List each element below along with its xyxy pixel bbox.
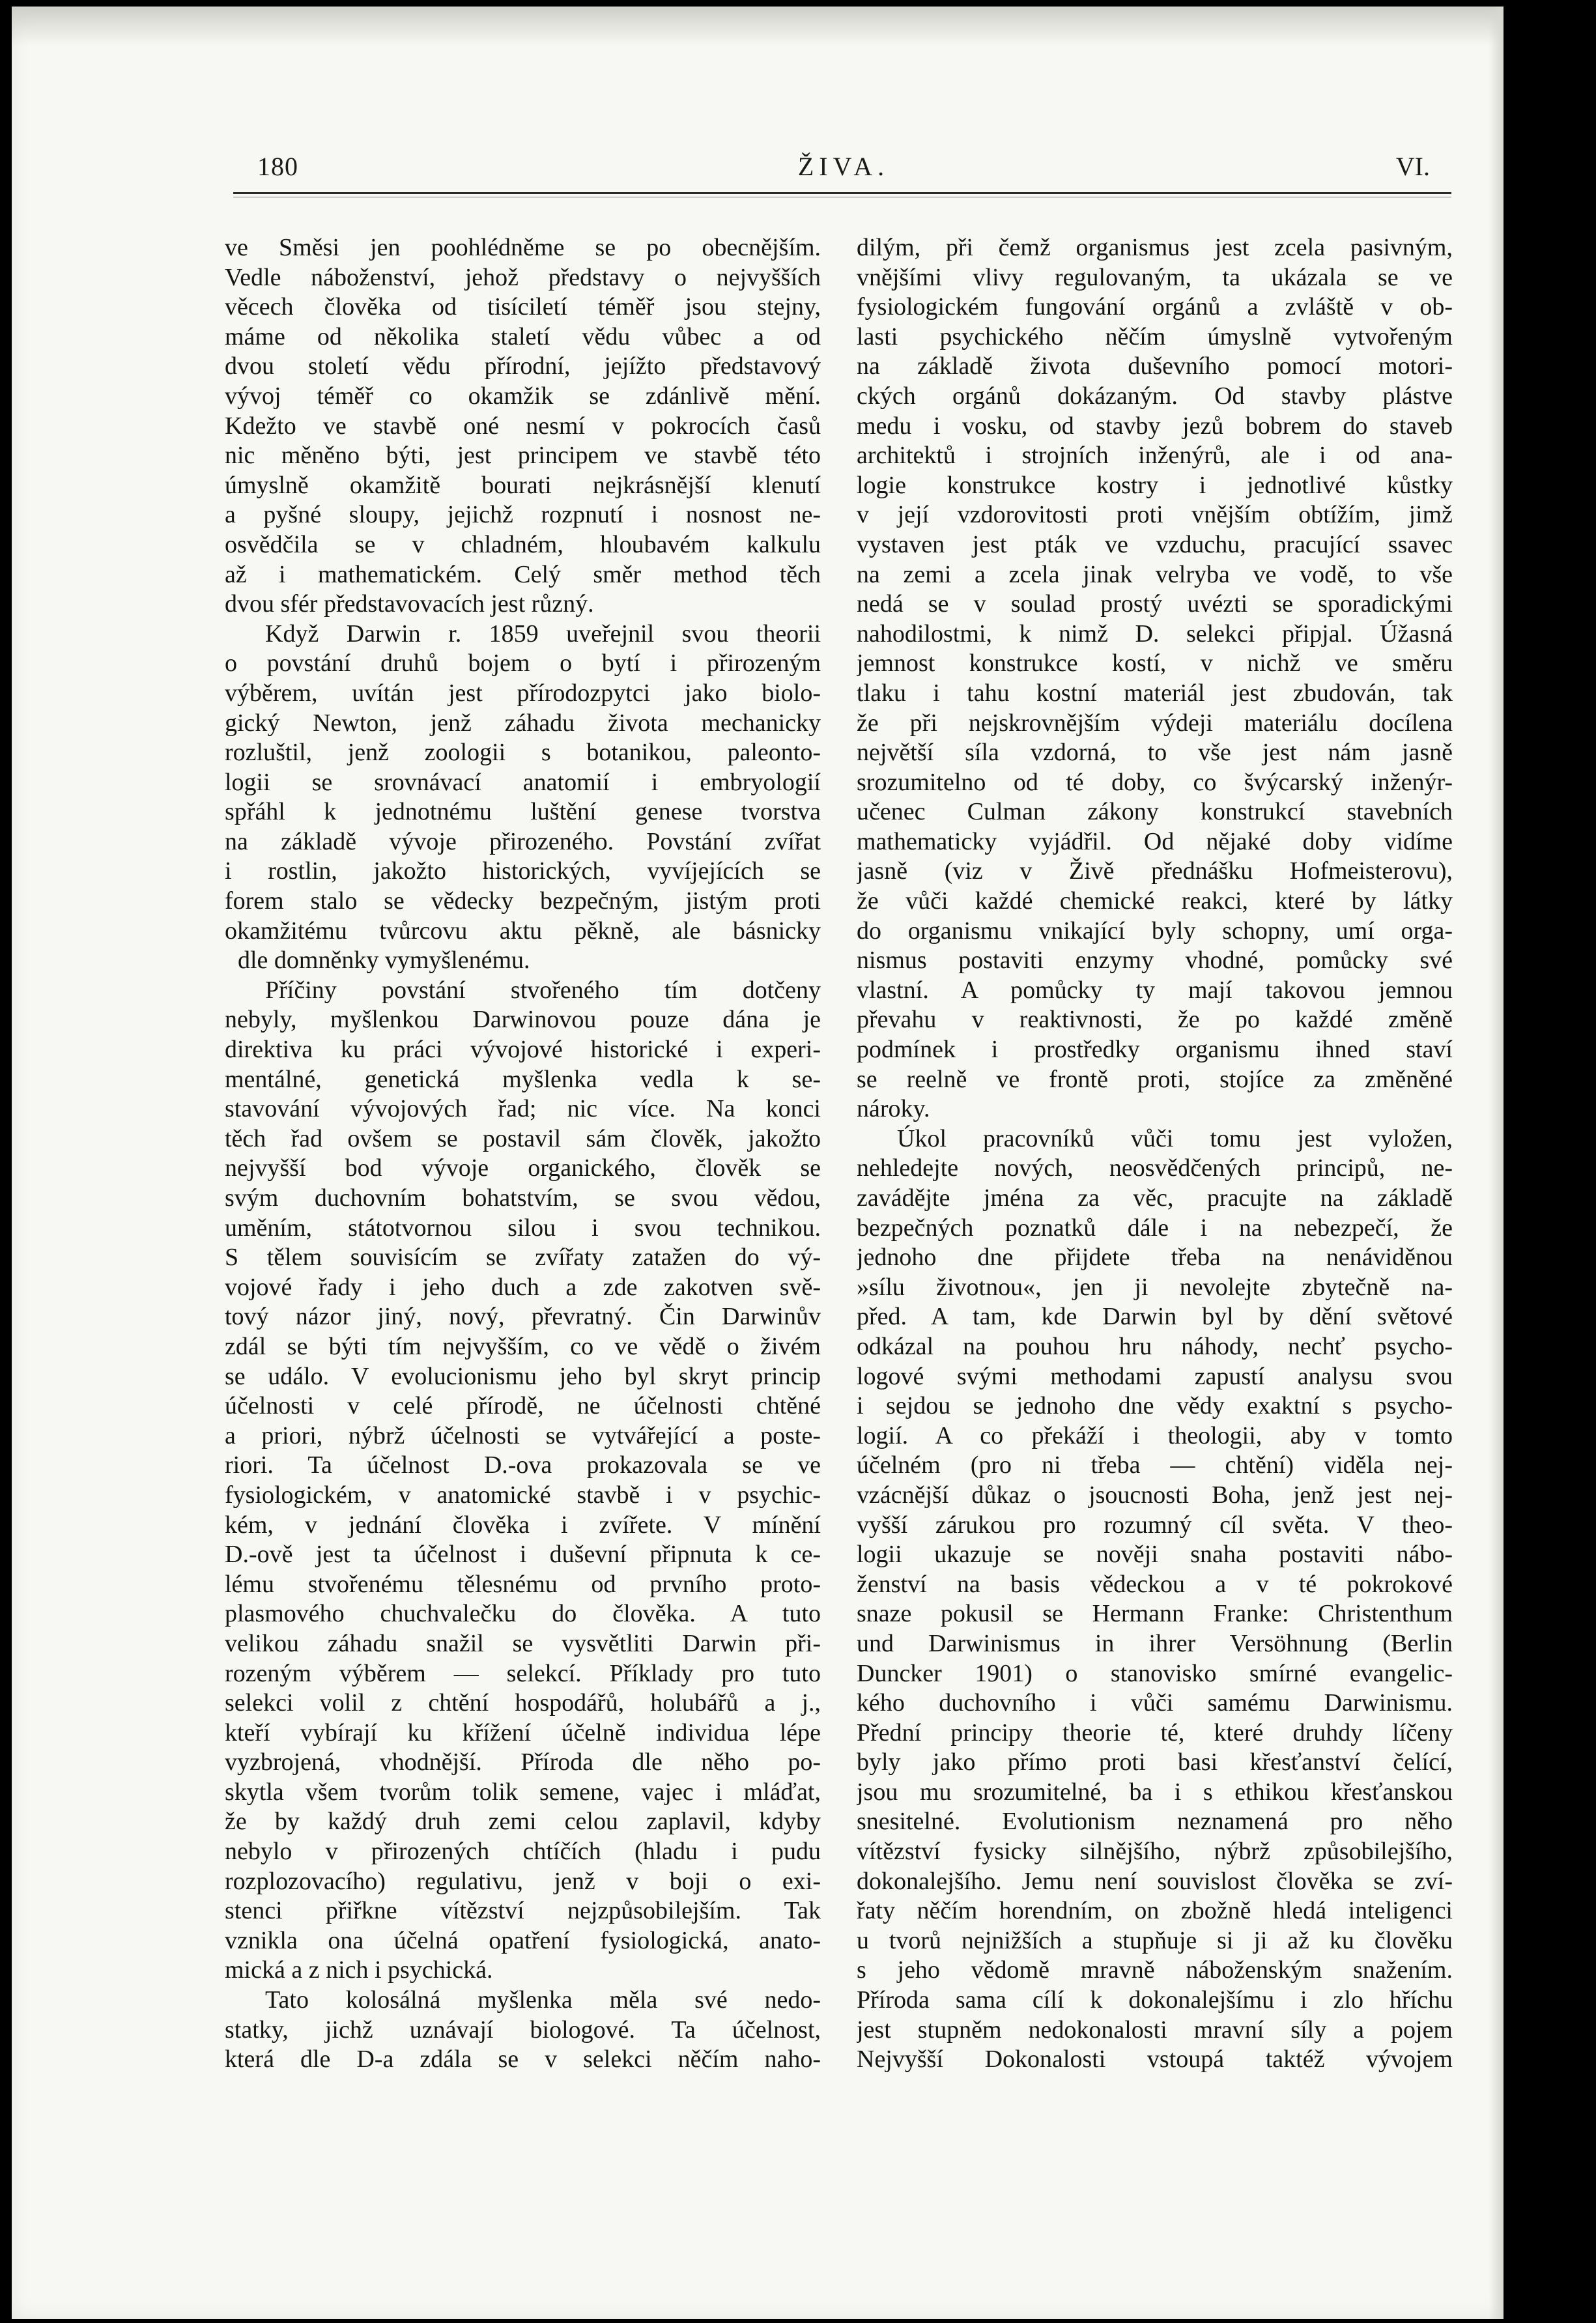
text-line: nahodilostmi, k nimž D. selekci připjal. Úžasná	[857, 620, 1453, 648]
text-line: nismus postaviti enzymy vhodné, pomůcky své	[857, 947, 1453, 975]
text-line: rozeným výběrem — selekcí. Příklady pro tuto	[225, 1659, 821, 1687]
header-rule	[233, 192, 1451, 194]
text-line: výběrem, uvítán jest přírodozpytci jako biolo-	[225, 679, 821, 707]
text-line: plasmového chuchvalečku do člověka. A tuto	[225, 1600, 821, 1628]
text-line: gický Newton, jenž záhadu života mechanicky	[225, 709, 821, 737]
text-line: řaty něčím horendním, on zbožně hledá inteligenci	[857, 1897, 1453, 1925]
text-line: mická a z nich i psychická.	[225, 1956, 493, 1984]
text-line: Úkol pracovníků vůči tomu jest vyložen,	[897, 1124, 1453, 1152]
text-line: v její vzdorovitosti proti vnějším obtížím, jimž	[857, 501, 1453, 529]
text-line: byly jako přímo proti basi křesťanství čelící,	[857, 1748, 1453, 1776]
text-line: účelném (pro ni třeba — chtění) viděla nej-	[857, 1451, 1453, 1479]
text-line: skytla všem tvorům tolik semene, vajec i mláďat,	[225, 1778, 821, 1806]
text-line: logové svými methodami zapustí analysu svou	[857, 1362, 1453, 1390]
text-line: mentálné, genetická myšlenka vedla k se-	[225, 1065, 821, 1093]
text-line: Vedle náboženství, jehož představy o nejvyšších	[225, 263, 821, 291]
text-line: uměním, státotvornou silou i svou technikou.	[225, 1214, 821, 1242]
text-line: jest stupněm nedokonalosti mravní síly a pojem	[857, 2016, 1453, 2044]
text-line: riori. Ta účelnost D.-ova prokazovala se ve	[225, 1451, 821, 1479]
text-line: nehledejte nových, neosvědčených principů, ne-	[857, 1154, 1453, 1182]
text-line: dvou sfér představovacích jest různý.	[225, 590, 594, 618]
text-line: která dle D-a zdála se v selekci něčím naho-	[225, 2045, 821, 2074]
text-line: na zemi a zcela jinak velryba ve vodě, to vše	[857, 560, 1453, 588]
text-line: vnějšími vlivy regulovaným, ta ukázala se ve	[857, 263, 1453, 291]
text-line: se událo. V evolucionismu jeho byl skryt princip	[225, 1362, 821, 1390]
text-line: selekci volil z chtění hospodářů, holubářů a j.,	[225, 1689, 821, 1717]
text-line: snesitelné. Evolutionism neznamená pro něho	[857, 1808, 1453, 1836]
running-header	[238, 151, 1449, 190]
text-line: lasti psychického něčím úmyslně vytvořeným	[857, 322, 1453, 350]
text-line: »sílu životnou«, jen ji nevolejte zbytečně na-	[857, 1273, 1453, 1301]
text-line: vznikla ona účelná opatření fysiologická, anato-	[225, 1926, 821, 1954]
text-line: nebylo v přirozených chtíčích (hladu i pudu	[225, 1838, 821, 1866]
text-line: odkázal na pouhou hru náhody, nechť psycho-	[857, 1332, 1453, 1360]
text-line: ckých orgánů dokázaným. Od stavby plástve	[857, 382, 1453, 410]
text-line: dokonalejšího. Jemu není souvislost člověka se zví-	[857, 1867, 1453, 1895]
text-line: Příčiny povstání stvořeného tím dotčeny	[265, 976, 821, 1004]
text-line: Příroda sama cílí k dokonalejšímu i zlo hříchu	[857, 1986, 1453, 2014]
text-line: nic měněno býti, jest principem ve stavbě této	[225, 442, 821, 470]
text-line: vítězství fysicky silnějšího, nýbrž způsobilejšího,	[857, 1838, 1453, 1866]
text-line: logii ukazuje se nověji snaha postaviti nábo-	[857, 1541, 1453, 1569]
page-right-edge	[1489, 7, 1503, 2319]
text-line: vystaven jest pták ve vzduchu, pracující ssavec	[857, 530, 1453, 558]
text-line: und Darwinismus in ihrer Versöhnung (Berlin	[857, 1629, 1453, 1657]
page-number: 180	[257, 152, 298, 181]
text-line: logií. A co překáží i theologii, aby v tomto	[857, 1421, 1453, 1449]
text-line: statky, jichž uznávají biologové. Ta účelnost,	[225, 2016, 821, 2044]
text-line: snaze pokusil se Hermann Franke: Christenthum	[857, 1600, 1453, 1628]
text-line: na základě vývoje přirozeného. Povstání zvířat	[225, 827, 821, 855]
text-line: D.-ově jest ta účelnost i duševní připnuta k ce-	[225, 1541, 821, 1569]
text-line: Nejvyšší Dokonalosti vstoupá taktéž vývojem	[857, 2045, 1453, 2074]
text-line: spřáhl k jednotnému luštění genese tvorstva	[225, 798, 821, 826]
text-line: se reelně ve frontě proti, stojíce za změněné	[857, 1065, 1453, 1093]
text-line: u tvorů nejnižších a stupňuje si ji až ku člověku	[857, 1926, 1453, 1954]
text-line: fysiologickém, v anatomické stavbě i v psychic-	[225, 1481, 821, 1509]
text-line: učenec Culman zákony konstrukcí stavebních	[857, 798, 1453, 826]
text-line: že by každý druh zemi celou zaplavil, kdyby	[225, 1808, 821, 1836]
text-line: dilým, při čemž organismus jest zcela pasivným,	[857, 234, 1453, 261]
text-line: těch řad ovšem se postavil sám člověk, jakožto	[225, 1124, 821, 1152]
text-line: okamžitému tvůrcovu aktu pěkně, ale básnicky	[225, 917, 821, 945]
text-line: účelnosti v celé přírodě, ne účelnosti chtěné	[225, 1392, 821, 1420]
text-line: mathematicky vyjádřil. Od nějaké doby vidíme	[857, 827, 1453, 855]
text-line: nejvyšší bod vývoje organického, člověk se	[225, 1154, 821, 1182]
text-line: podmínek i prostředky organismu ihned staví	[857, 1036, 1453, 1064]
text-line: medu i vosku, od stavby jezů bobrem do staveb	[857, 412, 1453, 440]
text-line: jsou mu srozumitelné, ba i s ethikou křesťanskou	[857, 1778, 1453, 1806]
text-line: i rostlin, jakožto historických, vyvíjejících se	[225, 857, 821, 885]
text-line: lému stvořenému tělesnému od prvního proto-	[225, 1570, 821, 1598]
text-line: dvou století vědu přírodní, jejížto představový	[225, 352, 821, 380]
text-line: kého duchovního i vůči samému Darwinismu.	[857, 1689, 1453, 1717]
text-line: vojové řady i jeho duch a zde zakotven svě-	[225, 1273, 821, 1301]
text-line: jasně (viz v Živě přednášku Hofmeisterovu),	[857, 857, 1453, 885]
text-line: že vůči každé chemické reakci, které by látky	[857, 887, 1453, 915]
text-line: architektů i strojních inženýrů, ale i od ana-	[857, 442, 1453, 470]
text-line: věcech člověka od tisíciletí téměř jsou stejny,	[225, 293, 821, 321]
text-line: kém, v jednání člověka i zvířete. V mínění	[225, 1511, 821, 1539]
text-line: osvědčila se v chladném, hloubavém kalkulu	[225, 530, 821, 558]
text-line: i sejdou se jednoho dne vědy exaktní s psycho-	[857, 1392, 1453, 1420]
text-line: kteří vybírají ku křížení účelně individua lépe	[225, 1718, 821, 1746]
volume-number: VI.	[1395, 152, 1430, 181]
text-line: do organismu vnikající byly schopny, umí orga-	[857, 917, 1453, 945]
right-column	[857, 233, 1453, 2075]
text-line: Tato kolosálná myšlenka měla své nedo-	[265, 1986, 821, 2014]
text-line: stenci přiřkne vítězství nejzpůsobilejším. Tak	[225, 1897, 821, 1925]
text-line: nároky.	[857, 1095, 930, 1123]
text-line: rozplozovacího) regulativu, jenž v boji o exi-	[225, 1867, 821, 1895]
text-line: před. A tam, kde Darwin byl by dění světové	[857, 1303, 1453, 1331]
text-line: tlaku i tahu kostní materiál jest zbudován, tak	[857, 679, 1453, 707]
text-line: stavování vývojových řad; nic více. Na konci	[225, 1095, 821, 1123]
text-line: vlastní. A pomůcky ty mají takovou jemnou	[857, 976, 1453, 1004]
text-line: vývoj téměř co okamžik se zdánlivě mění.	[225, 382, 821, 410]
text-line: ženství na basis vědeckou a v té pokrokové	[857, 1570, 1453, 1598]
text-line: logie konstrukce kostry i jednotlivé kůstky	[857, 471, 1453, 499]
text-line: a priori, nýbrž účelnosti se vytvářející a poste-	[225, 1421, 821, 1449]
journal-title: ŽIVA.	[797, 152, 890, 181]
text-line: úmyslně okamžitě bourati nejkrásnější klenutí	[225, 471, 821, 499]
text-line: direktiva ku práci vývojové historické i experi-	[225, 1036, 821, 1064]
text-line: Přední principy theorie té, které druhdy líčeny	[857, 1718, 1453, 1746]
text-line: S tělem souvisícím se zvířaty zatažen do vý-	[225, 1244, 821, 1272]
text-line: dle domněnky vymyšlenému.	[238, 947, 530, 975]
text-line: forem stalo se vědecky bezpečným, jistým proti	[225, 887, 821, 915]
text-line: svým duchovním bohatstvím, se svou vědou,	[225, 1184, 821, 1212]
text-line: s jeho vědomě mravně náboženským snažením.	[857, 1956, 1453, 1984]
page-top-shadow	[12, 7, 1503, 46]
text-line: Když Darwin r. 1859 uveřejnil svou theorii	[265, 620, 821, 648]
text-line: vyšší zárukou pro rozumný cíl světa. V theo-	[857, 1511, 1453, 1539]
text-line: největší síla vzdorná, to vše jest nám jasně	[857, 739, 1453, 767]
text-line: vyzbrojená, vhodnější. Příroda dle něho po-	[225, 1748, 821, 1776]
text-line: a pyšné sloupy, jejichž rozpnutí i nosnost ne-	[225, 501, 821, 529]
text-line: nebyly, myšlenkou Darwinovou pouze dána je	[225, 1006, 821, 1034]
text-line: jemnost konstrukce kostí, v nichž ve směru	[857, 649, 1453, 677]
text-line: Duncker 1901) o stanovisko smírné evangelic-	[857, 1659, 1453, 1687]
text-line: tový názor jiný, nový, převratný. Čin Darwinův	[225, 1303, 821, 1331]
text-line: ve Směsi jen poohlédněme se po obecnějším.	[225, 234, 821, 261]
text-line: rozluštil, jenž zoologii s botanikou, paleonto-	[225, 739, 821, 767]
text-line: srozumitelno od té doby, co švýcarský inženýr-	[857, 768, 1453, 796]
text-line: že při nejskrovnějším výdeji materiálu docílena	[857, 709, 1453, 737]
text-line: fysiologickém fungování orgánů a zvláště v ob-	[857, 293, 1453, 321]
text-line: o povstání druhů bojem o bytí i přirozeným	[225, 649, 821, 677]
text-line: Kdežto ve stavbě oné nesmí v pokrocích časů	[225, 412, 821, 440]
text-line: zdál se býti tím nejvyšším, co ve vědě o živém	[225, 1332, 821, 1360]
text-line: na základě života duševního pomocí motori-	[857, 352, 1453, 380]
text-line: převahu v reaktivnosti, že po každé změně	[857, 1006, 1453, 1034]
text-line: až i mathematickém. Celý směr method těch	[225, 560, 821, 588]
text-line: jednoho dne přijdete třeba na nenáviděnou	[857, 1244, 1453, 1272]
text-line: máme od několika staletí vědu vůbec a od	[225, 322, 821, 350]
text-line: zavádějte jména za věc, pracujte na základě	[857, 1184, 1453, 1212]
text-line: velikou záhadu snažil se vysvětliti Darwin při-	[225, 1629, 821, 1657]
text-line: bezpečných poznatků dále i na nebezpečí, že	[857, 1214, 1453, 1242]
text-line: vzácnější důkaz o jsoucnosti Boha, jenž jest nej-	[857, 1481, 1453, 1509]
left-column	[225, 233, 821, 2075]
text-line: logii se srovnávací anatomií i embryologií	[225, 768, 821, 796]
text-line: nedá se v soulad prostý uvézti se sporadickými	[857, 590, 1453, 618]
